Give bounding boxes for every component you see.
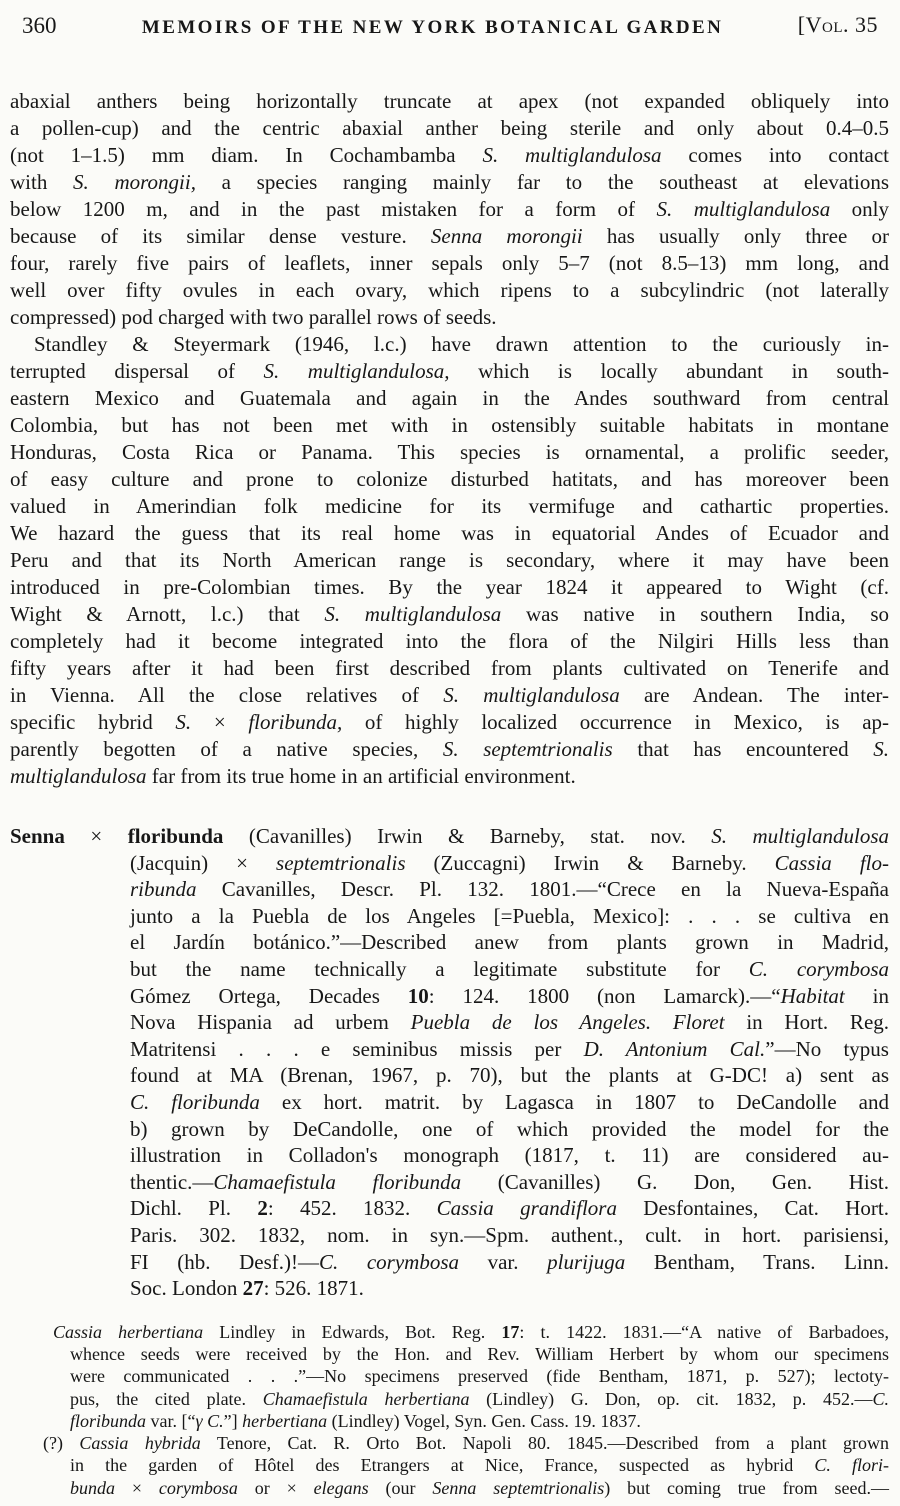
text-line: bunda × corymbosa or × elegans (our Senna septemtrionalis) but coming true from seed.— bbox=[70, 1477, 889, 1498]
paragraph-dispersal-discussion bbox=[10, 331, 889, 790]
text-line: Soc. London 27: 526. 1871. bbox=[130, 1276, 364, 1301]
text-line: C. floribunda ex hort. matrit. by Lagasca in 1807 to DeCandolle and bbox=[130, 1089, 889, 1114]
text-line: Colombia, but has not been met with in ostensibly suitable habitats in montane bbox=[10, 413, 889, 437]
text-line: floribunda var. [“γ C.”] herbertiana (Lindley) Vogel, Syn. Gen. Cass. 19. 1837. bbox=[70, 1410, 641, 1431]
text-line: a pollen-cup) and the centric abaxial anther being sterile and only about 0.4–0.5 bbox=[10, 116, 889, 140]
text-line: multiglandulosa far from its true home in an artificial environment. bbox=[10, 764, 576, 788]
synonymy-cassia-hybrida bbox=[10, 1432, 889, 1499]
text-line: valued in Amerindian folk medicine for its vermifuge and cathartic properties. bbox=[10, 494, 889, 518]
text-line: Honduras, Costa Rica or Panama. This species is ornamental, a prolific seeder, bbox=[10, 440, 889, 464]
text-line: Paris. 302. 1832, nom. in syn.—Spm. authent., cult. in hort. parisiensi, bbox=[130, 1222, 889, 1247]
text-line: FI (hb. Desf.)!—C. corymbosa var. plurijuga Bentham, Trans. Linn. bbox=[130, 1249, 889, 1274]
volume-label: [Vol. 35 bbox=[797, 12, 878, 37]
page-body bbox=[10, 88, 889, 1499]
synonymy-cassia-herbertiana bbox=[10, 1321, 889, 1432]
text-line: below 1200 m, and in the past mistaken for a form of S. multiglandulosa only bbox=[10, 197, 889, 221]
text-line: Gómez Ortega, Decades 10: 124. 1800 (non Lamarck).—“Habitat in bbox=[130, 983, 889, 1008]
text-line: terrupted dispersal of S. multiglandulosa, which is locally abundant in south- bbox=[10, 359, 889, 383]
page-number: 360 bbox=[22, 13, 57, 38]
text-line: with S. morongii, a species ranging mainly far to the southeast at elevations bbox=[10, 170, 889, 194]
journal-title: MEMOIRS OF THE NEW YORK BOTANICAL GARDEN bbox=[141, 17, 724, 38]
text-line: because of its similar dense vesture. Senna morongii has usually only three or bbox=[10, 224, 889, 248]
paragraph-species-comparison bbox=[10, 88, 889, 331]
text-line: Cassia herbertiana Lindley in Edwards, Bot. Reg. 17: t. 1422. 1831.—“A native of Barbadoes, bbox=[53, 1321, 889, 1342]
text-line: Matritensi . . . e seminibus missis per D. Antonium Cal.”—No typus bbox=[130, 1036, 889, 1061]
text-line: of easy culture and prone to colonize disturbed hatitats, and has moreover been bbox=[10, 467, 889, 491]
text-line: whence seeds were received by the Hon. and Rev. William Herbert by whom our specimens bbox=[70, 1343, 889, 1364]
text-line: in the garden of Hôtel des Etrangers at Nice, France, suspected as hybrid C. flori- bbox=[70, 1455, 889, 1476]
text-line: b) grown by DeCandolle, one of which provided the model for the bbox=[130, 1116, 889, 1141]
text-line: (?) Cassia hybrida Tenore, Cat. R. Orto Bot. Napoli 80. 1845.—Described from a plant grown bbox=[43, 1433, 889, 1454]
text-line: thentic.—Chamaefistula floribunda (Cavanilles) G. Don, Gen. Hist. bbox=[130, 1169, 889, 1194]
text-line: Wight & Arnott, l.c.) that S. multiglandulosa was native in southern India, so bbox=[10, 602, 890, 626]
text-line: found at MA (Brenan, 1967, p. 70), but the plants at G-DC! a) sent as bbox=[130, 1063, 889, 1088]
text-line: compressed) pod charged with two parallel rows of seeds. bbox=[10, 305, 497, 329]
text-line: parently begotten of a native species, S. septemtrionalis that has encountered S. bbox=[10, 737, 890, 761]
text-line: well over fifty ovules in each ovary, which ripens to a subcylindric (not laterally bbox=[10, 278, 889, 302]
text-line: introduced in pre-Colombian times. By the year 1824 it appeared to Wight (cf. bbox=[10, 575, 889, 599]
text-line: (not 1–1.5) mm diam. In Cochambamba S. multiglandulosa comes into contact bbox=[10, 143, 890, 167]
text-line: fifty years after it had been first described from plants cultivated on Tenerife and bbox=[10, 656, 889, 680]
text-line: ribunda Cavanilles, Descr. Pl. 132. 1801.—“Crece en la Nueva-España bbox=[130, 877, 889, 902]
text-line: pus, the cited plate. Chamaefistula herbertiana (Lindley) G. Don, op. cit. 1832, p. 452.—C. bbox=[70, 1388, 889, 1409]
text-line: specific hybrid S. × floribunda, of highly localized occurrence in Mexico, is ap- bbox=[10, 710, 890, 734]
taxon-entry-senna-floribunda bbox=[10, 823, 889, 1302]
text-line: eastern Mexico and Guatemala and again in the Andes southward from central bbox=[10, 386, 889, 410]
text-line: Dichl. Pl. 2: 452. 1832. Cassia grandiflora Desfontaines, Cat. Hort. bbox=[130, 1196, 889, 1221]
text-line: (Jacquin) × septemtrionalis (Zuccagni) Irwin & Barneby. Cassia flo- bbox=[130, 850, 889, 875]
text-line: Nova Hispania ad urbem Puebla de los Angeles. Floret in Hort. Reg. bbox=[130, 1010, 890, 1035]
text-line: Standley & Steyermark (1946, l.c.) have drawn attention to the curiously in- bbox=[34, 332, 889, 356]
text-line: We hazard the guess that its real home was in equatorial Andes of Ecuador and bbox=[10, 521, 889, 545]
running-head bbox=[22, 12, 878, 40]
text-line: were communicated . . .”—No specimens preserved (fide Bentham, 1871, p. 527); lectoty- bbox=[70, 1366, 889, 1387]
text-line: el Jardín botánico.”—Described anew from plants grown in Madrid, bbox=[130, 930, 889, 955]
text-line: Peru and that its North American range is secondary, where it may have been bbox=[10, 548, 889, 572]
text-line: four, rarely five pairs of leaflets, inner sepals only 5–7 (not 8.5–13) mm long, and bbox=[10, 251, 889, 275]
text-line: Senna × floribunda (Cavanilles) Irwin & Barneby, stat. nov. S. multiglandulosa bbox=[10, 824, 889, 848]
text-line: abaxial anthers being horizontally truncate at apex (not expanded obliquely into bbox=[10, 89, 889, 113]
text-line: in Vienna. All the close relatives of S. multiglandulosa are Andean. The inter- bbox=[10, 683, 889, 707]
text-line: junto a la Puebla de los Angeles [=Puebla, Mexico]: . . . se cultiva en bbox=[130, 903, 889, 928]
text-line: but the name technically a legitimate substitute for C. corymbosa bbox=[130, 956, 889, 981]
text-line: completely had it become integrated into the flora of the Nilgiri Hills less than bbox=[10, 629, 889, 653]
text-line: illustration in Colladon's monograph (1817, t. 11) are considered au- bbox=[130, 1143, 889, 1168]
